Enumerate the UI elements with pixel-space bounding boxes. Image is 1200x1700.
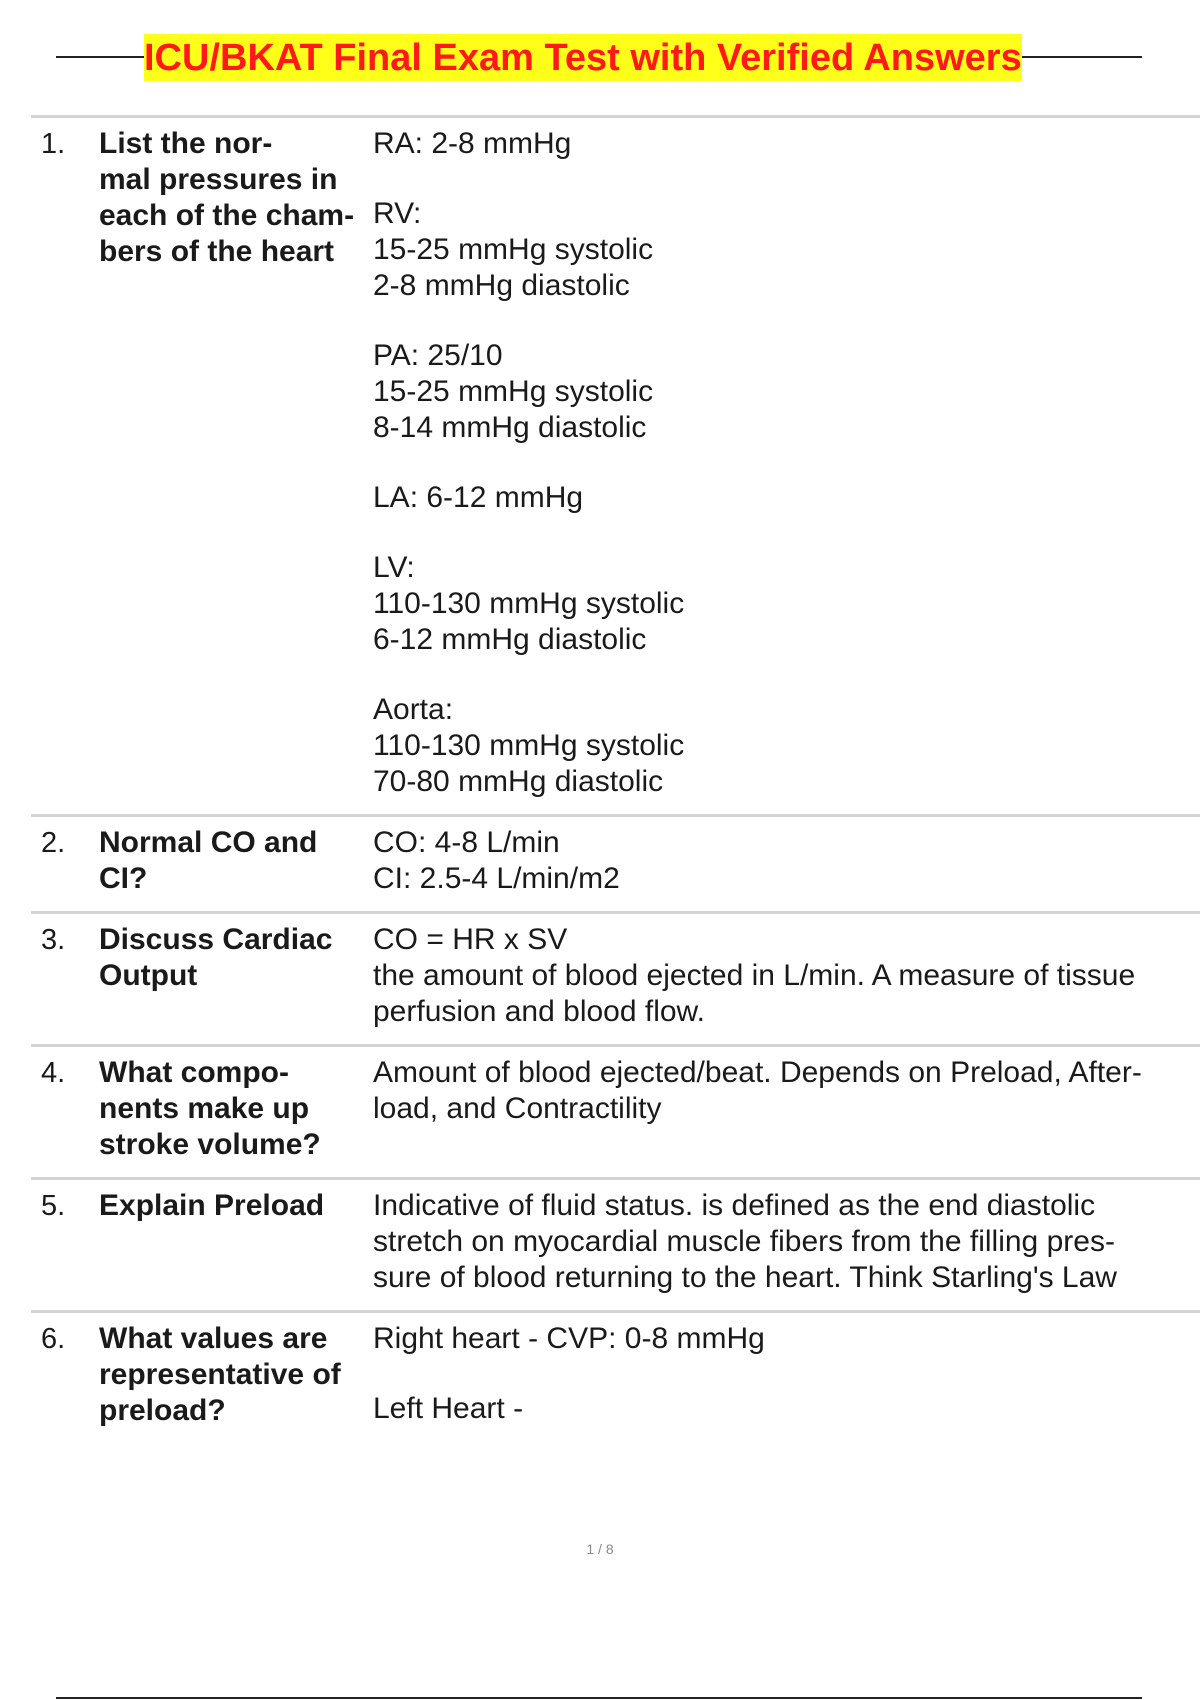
question-number: 6. xyxy=(41,1323,66,1355)
answer-line: load, and Contractility xyxy=(373,1092,662,1125)
question-line: nents make up xyxy=(99,1092,310,1125)
answer-line: perfusion and blood flow. xyxy=(373,995,705,1028)
question-line: What compo- xyxy=(99,1056,289,1089)
answer-block-gap xyxy=(373,162,1180,196)
qa-row xyxy=(31,115,1200,814)
answer-line: sure of blood returning to the heart. Think Starling's Law xyxy=(373,1261,1117,1294)
answer-line: Left Heart - xyxy=(373,1392,524,1425)
answer-text xyxy=(373,1188,1200,1296)
question-text xyxy=(99,1188,373,1296)
answer-line: Aorta: xyxy=(373,693,454,726)
question-number: 5. xyxy=(41,1190,66,1222)
answer-line: stretch on myocardial muscle fibers from the filling pres- xyxy=(373,1225,1115,1258)
question-text xyxy=(99,126,373,800)
question-text xyxy=(99,1321,373,1429)
answer-line: 110-130 mmHg systolic xyxy=(373,729,685,762)
answer-text xyxy=(373,825,1200,897)
answer-block-gap xyxy=(373,658,1180,692)
answer-text xyxy=(373,126,1200,800)
answer-line: Indicative of fluid status. is defined as the end diastolic xyxy=(373,1189,1096,1222)
answer-line: RA: 2-8 mmHg xyxy=(373,127,572,160)
answer-block-gap xyxy=(373,1357,1180,1391)
answer-line: LV: xyxy=(373,551,415,584)
answer-line: 8-14 mmHg diastolic xyxy=(373,411,647,444)
question-line: stroke volume? xyxy=(99,1128,321,1161)
question-number: 3. xyxy=(41,924,66,956)
answer-line: 2-8 mmHg diastolic xyxy=(373,269,630,302)
answer-line: PA: 25/10 xyxy=(373,339,503,372)
answer-line: CO: 4-8 L/min xyxy=(373,826,560,859)
question-line: List the nor- xyxy=(99,127,273,160)
answer-line: 6-12 mmHg diastolic xyxy=(373,623,647,656)
question-line: What values are xyxy=(99,1322,328,1355)
question-line: Explain Preload xyxy=(99,1189,325,1222)
question-line: bers of the heart xyxy=(99,235,335,268)
question-line: representative of xyxy=(99,1358,341,1391)
document-title: ICU/BKAT Final Exam Test with Verified Answers xyxy=(144,34,1022,81)
question-number: 4. xyxy=(41,1057,66,1089)
page-header xyxy=(56,24,1142,88)
question-line: Normal CO and xyxy=(99,826,318,859)
question-line: each of the cham- xyxy=(99,199,355,232)
question-text xyxy=(99,922,373,1030)
answer-text xyxy=(373,1321,1200,1429)
qa-row xyxy=(31,814,1200,911)
answer-line: RV: xyxy=(373,197,422,230)
answer-line: 15-25 mmHg systolic xyxy=(373,375,654,408)
qa-row xyxy=(31,1044,1200,1177)
qa-row xyxy=(31,1310,1200,1443)
question-line: Output xyxy=(99,959,198,992)
qa-row xyxy=(31,1177,1200,1310)
question-text xyxy=(99,1055,373,1163)
answer-line: Amount of blood ejected/beat. Depends on Preload, After- xyxy=(373,1056,1142,1089)
qa-row xyxy=(31,911,1200,1044)
question-line: preload? xyxy=(99,1394,226,1427)
answer-line: the amount of blood ejected in L/min. A measure of tissue xyxy=(373,959,1136,992)
question-line: Discuss Cardiac xyxy=(99,923,333,956)
answer-text xyxy=(373,922,1200,1030)
answer-line: LA: 6-12 mmHg xyxy=(373,481,584,514)
answer-block-gap xyxy=(373,446,1180,480)
answer-block-gap xyxy=(373,304,1180,338)
footer-rule xyxy=(56,1697,1142,1699)
answer-line: CO = HR x SV xyxy=(373,923,568,956)
page-number: 1 / 8 xyxy=(586,1541,614,1557)
question-number: 2. xyxy=(41,827,66,859)
answer-block-gap xyxy=(373,516,1180,550)
question-line: mal pressures in xyxy=(99,163,338,196)
answer-line: 15-25 mmHg systolic xyxy=(373,233,654,266)
qa-list xyxy=(31,115,1200,1443)
question-text xyxy=(99,825,373,897)
answer-line: Right heart - CVP: 0-8 mmHg xyxy=(373,1322,765,1355)
answer-text xyxy=(373,1055,1200,1163)
answer-line: 70-80 mmHg diastolic xyxy=(373,765,664,798)
question-number: 1. xyxy=(41,128,66,160)
answer-line: CI: 2.5-4 L/min/m2 xyxy=(373,862,620,895)
question-line: CI? xyxy=(99,862,148,895)
answer-line: 110-130 mmHg systolic xyxy=(373,587,685,620)
